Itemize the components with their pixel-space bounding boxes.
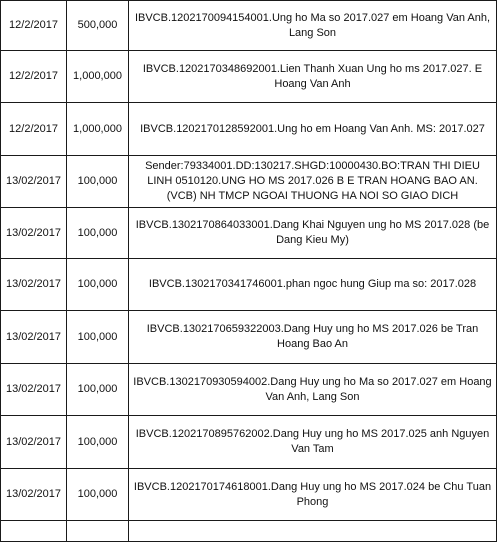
table-row [1,156,497,208]
amount-cell: 100,000 [67,416,129,469]
empty-cell [67,521,129,542]
date-cell: 13/02/2017 [1,208,67,259]
table-row [1,51,497,103]
description-cell: IBVCB.1202170094154001.Ung ho Ma so 2017.027 em Hoang Van Anh, Lang Son [129,1,497,51]
description-cell: IBVCB.1202170895762002.Dang Huy ung ho MS 2017.025 anh Nguyen Van Tam [129,416,497,469]
date-cell: 13/02/2017 [1,469,67,521]
amount-cell: 100,000 [67,156,129,208]
table-row [1,311,497,364]
description-cell: IBVCB.1202170174618001.Dang Huy ung ho MS 2017.024 be Chu Tuan Phong [129,469,497,521]
amount-cell: 100,000 [67,208,129,259]
empty-cell [1,521,67,542]
table-row-partial [1,521,497,542]
description-cell: Sender:79334001.DD:130217.SHGD:10000430.BO:TRAN THI DIEU LINH 0510120.UNG HO MS 2017.026 B E TRAN HOANG BAO AN. (VCB) NH TMCP NGOAI THUONG HA NOI SO GIAO DICH [129,156,497,208]
table-row [1,1,497,51]
amount-cell: 500,000 [67,1,129,51]
table-row [1,259,497,311]
table-row [1,469,497,521]
table-row [1,416,497,469]
amount-cell: 100,000 [67,311,129,364]
date-cell: 13/02/2017 [1,364,67,416]
amount-cell: 1,000,000 [67,103,129,156]
table-row [1,208,497,259]
amount-cell: 100,000 [67,469,129,521]
date-cell: 13/02/2017 [1,156,67,208]
description-cell: IBVCB.1302170659322003.Dang Huy ung ho MS 2017.026 be Tran Hoang Bao An [129,311,497,364]
date-cell: 13/02/2017 [1,311,67,364]
description-cell: IBVCB.1302170341746001.phan ngoc hung Giup ma so: 2017.028 [129,259,497,311]
date-cell: 12/2/2017 [1,1,67,51]
date-cell: 12/2/2017 [1,51,67,103]
date-cell: 13/02/2017 [1,416,67,469]
amount-cell: 100,000 [67,364,129,416]
date-cell: 13/02/2017 [1,259,67,311]
description-cell: IBVCB.1302170864033001.Dang Khai Nguyen ung ho MS 2017.028 (be Dang Kieu My) [129,208,497,259]
table-row [1,364,497,416]
date-cell: 12/2/2017 [1,103,67,156]
empty-cell [129,521,497,542]
description-cell: IBVCB.1202170128592001.Ung ho em Hoang Van Anh. MS: 2017.027 [129,103,497,156]
amount-cell: 100,000 [67,259,129,311]
table-row [1,103,497,156]
description-cell: IBVCB.1202170348692001.Lien Thanh Xuan Ung ho ms 2017.027. E Hoang Van Anh [129,51,497,103]
description-cell: IBVCB.1302170930594002.Dang Huy ung ho Ma so 2017.027 em Hoang Van Anh, Lang Son [129,364,497,416]
amount-cell: 1,000,000 [67,51,129,103]
